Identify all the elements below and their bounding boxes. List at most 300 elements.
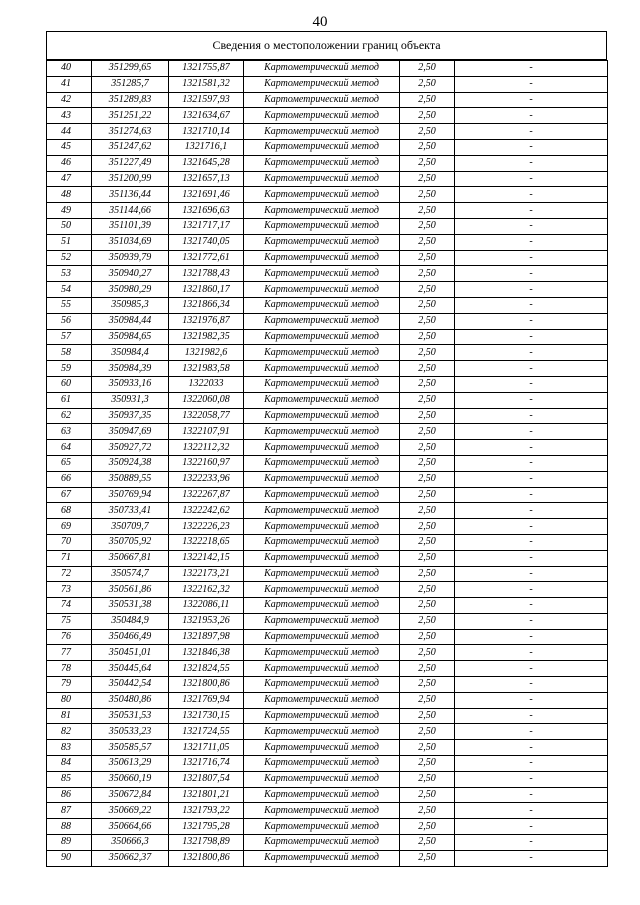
x-coordinate-cell: 351144,66 (92, 203, 169, 219)
y-coordinate-cell: 1322218,65 (169, 534, 244, 550)
table-row (47, 203, 608, 219)
x-coordinate-cell: 350480,86 (92, 692, 169, 708)
description-cell: - (455, 155, 608, 171)
y-coordinate-cell: 1321824,55 (169, 661, 244, 677)
y-coordinate-cell: 1321795,28 (169, 819, 244, 835)
description-cell: - (455, 534, 608, 550)
y-coordinate-cell: 1322242,62 (169, 503, 244, 519)
table-row (47, 629, 608, 645)
method-cell: Картометрический метод (244, 787, 400, 803)
point-number-cell: 40 (47, 61, 92, 77)
x-coordinate-cell: 350940,27 (92, 266, 169, 282)
point-number-cell: 60 (47, 376, 92, 392)
table-row (47, 598, 608, 614)
accuracy-cell: 2,50 (400, 803, 455, 819)
method-cell: Картометрический метод (244, 471, 400, 487)
point-number-cell: 62 (47, 408, 92, 424)
x-coordinate-cell: 351251,22 (92, 108, 169, 124)
x-coordinate-cell: 350664,66 (92, 819, 169, 835)
y-coordinate-cell: 1322086,11 (169, 598, 244, 614)
y-coordinate-cell: 1321897,98 (169, 629, 244, 645)
accuracy-cell: 2,50 (400, 329, 455, 345)
method-cell: Картометрический метод (244, 61, 400, 77)
accuracy-cell: 2,50 (400, 613, 455, 629)
method-cell: Картометрический метод (244, 266, 400, 282)
x-coordinate-cell: 350924,38 (92, 455, 169, 471)
table-row (47, 487, 608, 503)
method-cell: Картометрический метод (244, 708, 400, 724)
accuracy-cell: 2,50 (400, 740, 455, 756)
accuracy-cell: 2,50 (400, 313, 455, 329)
description-cell: - (455, 771, 608, 787)
method-cell: Картометрический метод (244, 724, 400, 740)
table-row (47, 376, 608, 392)
y-coordinate-cell: 1321724,55 (169, 724, 244, 740)
x-coordinate-cell: 350585,57 (92, 740, 169, 756)
point-number-cell: 80 (47, 692, 92, 708)
accuracy-cell: 2,50 (400, 297, 455, 313)
accuracy-cell: 2,50 (400, 645, 455, 661)
point-number-cell: 71 (47, 550, 92, 566)
accuracy-cell: 2,50 (400, 266, 455, 282)
table-row (47, 645, 608, 661)
method-cell: Картометрический метод (244, 92, 400, 108)
point-number-cell: 86 (47, 787, 92, 803)
section-title: Сведения о местоположении границ объекта (46, 31, 607, 60)
accuracy-cell: 2,50 (400, 677, 455, 693)
x-coordinate-cell: 350451,01 (92, 645, 169, 661)
table-row (47, 440, 608, 456)
accuracy-cell: 2,50 (400, 250, 455, 266)
x-coordinate-cell: 350574,7 (92, 566, 169, 582)
y-coordinate-cell: 1322233,96 (169, 471, 244, 487)
x-coordinate-cell: 350484,9 (92, 613, 169, 629)
method-cell: Картометрический метод (244, 345, 400, 361)
description-cell: - (455, 503, 608, 519)
description-cell: - (455, 329, 608, 345)
coordinates-table (46, 60, 608, 867)
table-row (47, 613, 608, 629)
y-coordinate-cell: 1321755,87 (169, 61, 244, 77)
method-cell: Картометрический метод (244, 740, 400, 756)
table-row (47, 708, 608, 724)
method-cell: Картометрический метод (244, 187, 400, 203)
method-cell: Картометрический метод (244, 250, 400, 266)
point-number-cell: 81 (47, 708, 92, 724)
table-row (47, 550, 608, 566)
method-cell: Картометрический метод (244, 534, 400, 550)
point-number-cell: 79 (47, 677, 92, 693)
y-coordinate-cell: 1322173,21 (169, 566, 244, 582)
x-coordinate-cell: 350667,81 (92, 550, 169, 566)
x-coordinate-cell: 350709,7 (92, 519, 169, 535)
y-coordinate-cell: 1321716,1 (169, 139, 244, 155)
accuracy-cell: 2,50 (400, 108, 455, 124)
method-cell: Картометрический метод (244, 297, 400, 313)
y-coordinate-cell: 1321953,26 (169, 613, 244, 629)
description-cell: - (455, 677, 608, 693)
table-row (47, 455, 608, 471)
point-number-cell: 65 (47, 455, 92, 471)
point-number-cell: 45 (47, 139, 92, 155)
table-row (47, 392, 608, 408)
point-number-cell: 42 (47, 92, 92, 108)
x-coordinate-cell: 351101,39 (92, 218, 169, 234)
description-cell: - (455, 108, 608, 124)
description-cell: - (455, 76, 608, 92)
description-cell: - (455, 835, 608, 851)
y-coordinate-cell: 1321691,46 (169, 187, 244, 203)
x-coordinate-cell: 350613,29 (92, 756, 169, 772)
point-number-cell: 68 (47, 503, 92, 519)
x-coordinate-cell: 350533,23 (92, 724, 169, 740)
x-coordinate-cell: 350931,3 (92, 392, 169, 408)
description-cell: - (455, 692, 608, 708)
table-row (47, 724, 608, 740)
description-cell: - (455, 250, 608, 266)
x-coordinate-cell: 350666,3 (92, 835, 169, 851)
accuracy-cell: 2,50 (400, 424, 455, 440)
method-cell: Картометрический метод (244, 613, 400, 629)
accuracy-cell: 2,50 (400, 756, 455, 772)
accuracy-cell: 2,50 (400, 598, 455, 614)
y-coordinate-cell: 1322107,91 (169, 424, 244, 440)
x-coordinate-cell: 350927,72 (92, 440, 169, 456)
table-row (47, 61, 608, 77)
description-cell: - (455, 613, 608, 629)
y-coordinate-cell: 1322058,77 (169, 408, 244, 424)
x-coordinate-cell: 351247,62 (92, 139, 169, 155)
x-coordinate-cell: 350947,69 (92, 424, 169, 440)
table-row (47, 345, 608, 361)
description-cell: - (455, 519, 608, 535)
accuracy-cell: 2,50 (400, 471, 455, 487)
accuracy-cell: 2,50 (400, 440, 455, 456)
x-coordinate-cell: 350531,38 (92, 598, 169, 614)
description-cell: - (455, 92, 608, 108)
description-cell: - (455, 282, 608, 298)
y-coordinate-cell: 1321982,35 (169, 329, 244, 345)
description-cell: - (455, 124, 608, 140)
accuracy-cell: 2,50 (400, 708, 455, 724)
x-coordinate-cell: 351274,63 (92, 124, 169, 140)
y-coordinate-cell: 1321976,87 (169, 313, 244, 329)
y-coordinate-cell: 1321716,74 (169, 756, 244, 772)
y-coordinate-cell: 1321597,93 (169, 92, 244, 108)
x-coordinate-cell: 351227,49 (92, 155, 169, 171)
document-frame (46, 31, 607, 867)
description-cell: - (455, 787, 608, 803)
y-coordinate-cell: 1322226,23 (169, 519, 244, 535)
method-cell: Картометрический метод (244, 392, 400, 408)
accuracy-cell: 2,50 (400, 629, 455, 645)
description-cell: - (455, 392, 608, 408)
method-cell: Картометрический метод (244, 692, 400, 708)
table-row (47, 566, 608, 582)
y-coordinate-cell: 1321710,14 (169, 124, 244, 140)
table-row (47, 503, 608, 519)
table-row (47, 661, 608, 677)
method-cell: Картометрический метод (244, 661, 400, 677)
table-row (47, 582, 608, 598)
y-coordinate-cell: 1321798,89 (169, 835, 244, 851)
y-coordinate-cell: 1321846,38 (169, 645, 244, 661)
description-cell: - (455, 408, 608, 424)
method-cell: Картометрический метод (244, 582, 400, 598)
accuracy-cell: 2,50 (400, 203, 455, 219)
x-coordinate-cell: 350984,65 (92, 329, 169, 345)
accuracy-cell: 2,50 (400, 582, 455, 598)
table-row (47, 361, 608, 377)
description-cell: - (455, 708, 608, 724)
y-coordinate-cell: 1321645,28 (169, 155, 244, 171)
table-row (47, 471, 608, 487)
method-cell: Картометрический метод (244, 819, 400, 835)
table-row (47, 835, 608, 851)
table-row (47, 787, 608, 803)
y-coordinate-cell: 1321800,86 (169, 850, 244, 866)
table-row (47, 534, 608, 550)
x-coordinate-cell: 350442,54 (92, 677, 169, 693)
description-cell: - (455, 61, 608, 77)
accuracy-cell: 2,50 (400, 171, 455, 187)
y-coordinate-cell: 1321801,21 (169, 787, 244, 803)
table-row (47, 297, 608, 313)
description-cell: - (455, 582, 608, 598)
x-coordinate-cell: 350984,44 (92, 313, 169, 329)
point-number-cell: 41 (47, 76, 92, 92)
point-number-cell: 57 (47, 329, 92, 345)
description-cell: - (455, 724, 608, 740)
point-number-cell: 51 (47, 234, 92, 250)
description-cell: - (455, 550, 608, 566)
x-coordinate-cell: 350769,94 (92, 487, 169, 503)
y-coordinate-cell: 1322033 (169, 376, 244, 392)
y-coordinate-cell: 1321982,6 (169, 345, 244, 361)
table-row (47, 313, 608, 329)
table-row (47, 819, 608, 835)
point-number-cell: 54 (47, 282, 92, 298)
method-cell: Картометрический метод (244, 629, 400, 645)
method-cell: Картометрический метод (244, 850, 400, 866)
point-number-cell: 77 (47, 645, 92, 661)
method-cell: Картометрический метод (244, 124, 400, 140)
method-cell: Картометрический метод (244, 677, 400, 693)
description-cell: - (455, 661, 608, 677)
accuracy-cell: 2,50 (400, 455, 455, 471)
point-number-cell: 48 (47, 187, 92, 203)
table-row (47, 692, 608, 708)
y-coordinate-cell: 1321711,05 (169, 740, 244, 756)
description-cell: - (455, 455, 608, 471)
accuracy-cell: 2,50 (400, 771, 455, 787)
y-coordinate-cell: 1321696,63 (169, 203, 244, 219)
point-number-cell: 67 (47, 487, 92, 503)
accuracy-cell: 2,50 (400, 76, 455, 92)
point-number-cell: 87 (47, 803, 92, 819)
x-coordinate-cell: 350672,84 (92, 787, 169, 803)
method-cell: Картометрический метод (244, 376, 400, 392)
x-coordinate-cell: 350669,22 (92, 803, 169, 819)
y-coordinate-cell: 1322112,32 (169, 440, 244, 456)
description-cell: - (455, 819, 608, 835)
x-coordinate-cell: 351200,99 (92, 171, 169, 187)
x-coordinate-cell: 350985,3 (92, 297, 169, 313)
point-number-cell: 70 (47, 534, 92, 550)
y-coordinate-cell: 1322267,87 (169, 487, 244, 503)
table-row (47, 76, 608, 92)
table-row (47, 850, 608, 866)
accuracy-cell: 2,50 (400, 155, 455, 171)
description-cell: - (455, 218, 608, 234)
x-coordinate-cell: 351299,65 (92, 61, 169, 77)
point-number-cell: 64 (47, 440, 92, 456)
method-cell: Картометрический метод (244, 218, 400, 234)
method-cell: Картометрический метод (244, 440, 400, 456)
method-cell: Картометрический метод (244, 139, 400, 155)
accuracy-cell: 2,50 (400, 234, 455, 250)
table-row (47, 171, 608, 187)
table-row (47, 329, 608, 345)
y-coordinate-cell: 1321769,94 (169, 692, 244, 708)
accuracy-cell: 2,50 (400, 282, 455, 298)
point-number-cell: 63 (47, 424, 92, 440)
method-cell: Картометрический метод (244, 361, 400, 377)
x-coordinate-cell: 350445,64 (92, 661, 169, 677)
point-number-cell: 66 (47, 471, 92, 487)
method-cell: Картометрический метод (244, 171, 400, 187)
method-cell: Картометрический метод (244, 503, 400, 519)
y-coordinate-cell: 1321866,34 (169, 297, 244, 313)
y-coordinate-cell: 1321860,17 (169, 282, 244, 298)
point-number-cell: 50 (47, 218, 92, 234)
x-coordinate-cell: 350466,49 (92, 629, 169, 645)
description-cell: - (455, 187, 608, 203)
method-cell: Картометрический метод (244, 835, 400, 851)
table-row (47, 92, 608, 108)
x-coordinate-cell: 351136,44 (92, 187, 169, 203)
table-row (47, 408, 608, 424)
description-cell: - (455, 740, 608, 756)
accuracy-cell: 2,50 (400, 61, 455, 77)
description-cell: - (455, 266, 608, 282)
table-row (47, 756, 608, 772)
method-cell: Картометрический метод (244, 329, 400, 345)
point-number-cell: 53 (47, 266, 92, 282)
y-coordinate-cell: 1322160,97 (169, 455, 244, 471)
method-cell: Картометрический метод (244, 313, 400, 329)
y-coordinate-cell: 1321800,86 (169, 677, 244, 693)
table-row (47, 155, 608, 171)
x-coordinate-cell: 350984,39 (92, 361, 169, 377)
table-row (47, 519, 608, 535)
point-number-cell: 61 (47, 392, 92, 408)
accuracy-cell: 2,50 (400, 503, 455, 519)
description-cell: - (455, 313, 608, 329)
point-number-cell: 74 (47, 598, 92, 614)
point-number-cell: 78 (47, 661, 92, 677)
accuracy-cell: 2,50 (400, 408, 455, 424)
point-number-cell: 58 (47, 345, 92, 361)
point-number-cell: 89 (47, 835, 92, 851)
x-coordinate-cell: 350561,86 (92, 582, 169, 598)
accuracy-cell: 2,50 (400, 724, 455, 740)
description-cell: - (455, 803, 608, 819)
point-number-cell: 83 (47, 740, 92, 756)
accuracy-cell: 2,50 (400, 787, 455, 803)
point-number-cell: 52 (47, 250, 92, 266)
description-cell: - (455, 756, 608, 772)
x-coordinate-cell: 350660,19 (92, 771, 169, 787)
page-number: 40 (312, 14, 328, 30)
table-row (47, 124, 608, 140)
method-cell: Картометрический метод (244, 108, 400, 124)
x-coordinate-cell: 350889,55 (92, 471, 169, 487)
description-cell: - (455, 171, 608, 187)
method-cell: Картометрический метод (244, 408, 400, 424)
y-coordinate-cell: 1321740,05 (169, 234, 244, 250)
x-coordinate-cell: 351285,7 (92, 76, 169, 92)
description-cell: - (455, 424, 608, 440)
accuracy-cell: 2,50 (400, 376, 455, 392)
point-number-cell: 69 (47, 519, 92, 535)
description-cell: - (455, 345, 608, 361)
y-coordinate-cell: 1321730,15 (169, 708, 244, 724)
accuracy-cell: 2,50 (400, 139, 455, 155)
table-body (47, 61, 608, 867)
accuracy-cell: 2,50 (400, 850, 455, 866)
accuracy-cell: 2,50 (400, 661, 455, 677)
x-coordinate-cell: 350984,4 (92, 345, 169, 361)
point-number-cell: 76 (47, 629, 92, 645)
y-coordinate-cell: 1322162,32 (169, 582, 244, 598)
y-coordinate-cell: 1321717,17 (169, 218, 244, 234)
x-coordinate-cell: 350733,41 (92, 503, 169, 519)
accuracy-cell: 2,50 (400, 534, 455, 550)
point-number-cell: 82 (47, 724, 92, 740)
description-cell: - (455, 234, 608, 250)
method-cell: Картометрический метод (244, 566, 400, 582)
y-coordinate-cell: 1321772,61 (169, 250, 244, 266)
table-row (47, 424, 608, 440)
table-row (47, 266, 608, 282)
point-number-cell: 44 (47, 124, 92, 140)
accuracy-cell: 2,50 (400, 566, 455, 582)
table-row (47, 234, 608, 250)
method-cell: Картометрический метод (244, 234, 400, 250)
description-cell: - (455, 203, 608, 219)
table-row (47, 250, 608, 266)
point-number-cell: 49 (47, 203, 92, 219)
x-coordinate-cell: 350939,79 (92, 250, 169, 266)
method-cell: Картометрический метод (244, 519, 400, 535)
method-cell: Картометрический метод (244, 282, 400, 298)
x-coordinate-cell: 350531,53 (92, 708, 169, 724)
method-cell: Картометрический метод (244, 203, 400, 219)
table-row (47, 108, 608, 124)
description-cell: - (455, 645, 608, 661)
accuracy-cell: 2,50 (400, 692, 455, 708)
method-cell: Картометрический метод (244, 455, 400, 471)
x-coordinate-cell: 350937,35 (92, 408, 169, 424)
accuracy-cell: 2,50 (400, 218, 455, 234)
y-coordinate-cell: 1321581,32 (169, 76, 244, 92)
y-coordinate-cell: 1322060,08 (169, 392, 244, 408)
accuracy-cell: 2,50 (400, 487, 455, 503)
table-row (47, 677, 608, 693)
method-cell: Картометрический метод (244, 598, 400, 614)
y-coordinate-cell: 1321807,54 (169, 771, 244, 787)
